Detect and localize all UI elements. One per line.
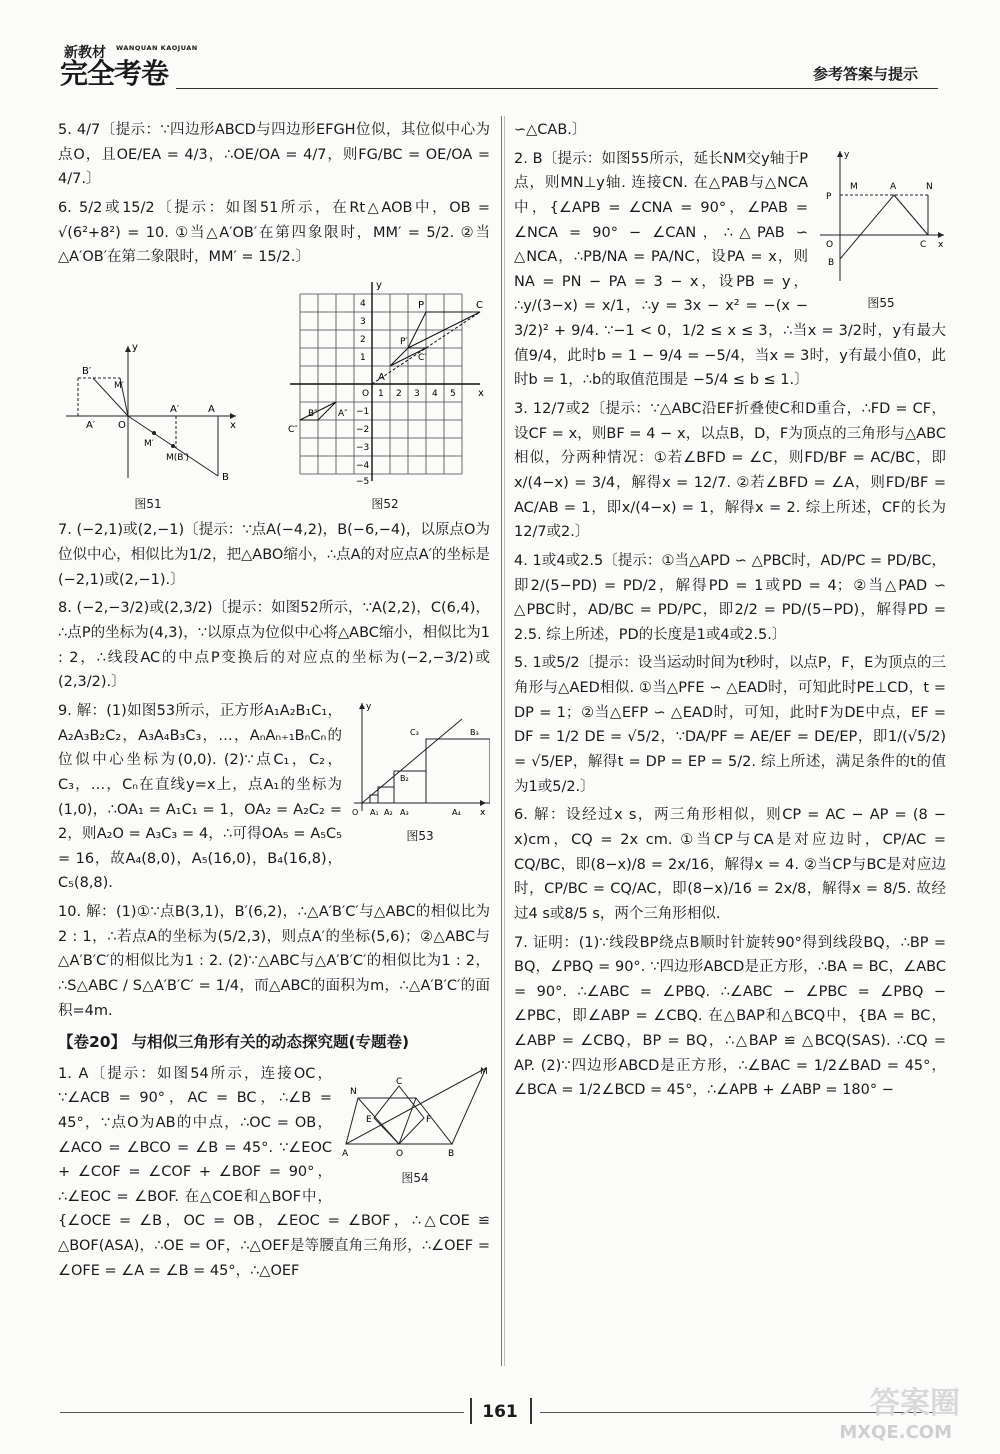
answer-6-right: 6. 解：设经过x s，两三角形相似，则CP = AC − AP = (8 − x)cm，CQ = 2x cm. ①当CP与CA是对应边时，CP/AC = CQ/BC，即(8−x)/8 = 2x/16，解得x = 4. ②当CP与BC是对应边时，CP/BC = CQ/AC，即(8−x)/16 = 2x/8，解得x = 8/5. 故经过4 s或8/5 s，两个三角形相似. bbox=[514, 807, 946, 922]
svg-text:2: 2 bbox=[360, 334, 366, 345]
section-heading: 参考答案与提示 bbox=[812, 65, 918, 83]
svg-text:1: 1 bbox=[360, 352, 366, 363]
svg-text:B: B bbox=[222, 471, 229, 483]
page-number: 161 bbox=[482, 1402, 518, 1422]
svg-text:A₃: A₃ bbox=[400, 807, 409, 817]
svg-text:A: A bbox=[342, 1148, 349, 1159]
svg-text:M′: M′ bbox=[144, 438, 154, 449]
svg-text:A′: A′ bbox=[170, 403, 180, 415]
left-column bbox=[58, 118, 490, 1358]
column-divider-secondary bbox=[504, 116, 505, 1366]
figure-54 bbox=[340, 1062, 490, 1187]
svg-text:P′: P′ bbox=[400, 336, 408, 347]
svg-text:B: B bbox=[448, 1148, 455, 1159]
svg-text:x: x bbox=[478, 387, 484, 399]
svg-text:A: A bbox=[378, 371, 385, 383]
svg-text:−1: −1 bbox=[356, 406, 370, 417]
svg-text:1: 1 bbox=[378, 388, 384, 399]
answer-5: 5. 4/7〔提示：∵四边形ABCD与四边形EFGH位似，其位似中心为点O，且OE/EA = 4/3，∴OE/OA = 4/7，则FG/BC = OE/OA = 4/7.〕 bbox=[58, 122, 490, 188]
svg-text:M: M bbox=[480, 1066, 488, 1077]
svg-text:4: 4 bbox=[432, 388, 438, 399]
svg-text:A₁: A₁ bbox=[370, 807, 379, 817]
section-title: 【卷20】 与相似三角形有关的动态探究题(专题卷) bbox=[58, 1033, 410, 1052]
answer-5-right: 5. 1或5/2〔提示：设当运动时间为t秒时，以点P，F，E为顶点的三角形与△AED相似. ①当△PFE ∽ △EAD时，可知此时PE⊥CD，t = DP = 1；②当△EFP ∽ △EAD时，可知，此时F为DE中点，EF = DF = 1/2 DE = √5/2，∵DA/PF = AE/EF = DE/EP，即1/(√5/2) = √5/EP，解得t = DP = EP = 5/2. 综上所述，满足条件的t的值为1或5/2.〕 bbox=[514, 655, 946, 795]
svg-text:y: y bbox=[844, 149, 850, 160]
svg-text:C: C bbox=[476, 299, 483, 311]
svg-text:−5: −5 bbox=[356, 476, 370, 487]
answer-7: 7. (−2,1)或(2,−1)〔提示：∵点A(−4,2)，B(−6,−4)，以原点O为位似中心，相似比为1/2，把△ABO缩小，∴点A的对应点A′的坐标是(−2,1)或(2,−1).〕 bbox=[58, 522, 490, 588]
svg-text:C₃: C₃ bbox=[410, 727, 419, 737]
figure-53-caption: 图53 bbox=[406, 828, 434, 843]
svg-text:x: x bbox=[480, 807, 486, 818]
figure-52-caption: 图52 bbox=[371, 497, 399, 512]
svg-text:4: 4 bbox=[360, 298, 366, 309]
brand-english: WANQUAN KAOJUAN bbox=[116, 44, 198, 52]
svg-text:B′: B′ bbox=[82, 365, 92, 377]
svg-text:B: B bbox=[828, 257, 835, 268]
answer-9: 9. 解：(1)如图53所示，正方形A₁A₂B₁C₁，A₂A₃B₂C₂，A₃A₄B₃C₃，…，AₙAₙ₊₁BₙCₙ的位似中心坐标为(0,0). (2)∵点C₁，C₂，C₃，…，Cₙ在直线y=x上，点A₁的坐标为(1,0)，∴OA₁ = A₁C₁ = 1，OA₂ = A₂C₂ = 2，则A₂O = A₃C₃ = 4，∴可得OA₅ = A₅C₅ = 16，故A₄(8,0)，A₅(16,0)，B₄(16,8)，C₅(8,8). bbox=[58, 702, 342, 892]
svg-text:y: y bbox=[376, 279, 382, 291]
svg-text:A₂: A₂ bbox=[384, 807, 393, 817]
svg-text:A₄: A₄ bbox=[452, 807, 461, 817]
svg-text:O: O bbox=[118, 419, 126, 431]
figure-53-graphic bbox=[350, 699, 490, 819]
figure-row-51-52 bbox=[58, 276, 490, 513]
svg-text:2: 2 bbox=[396, 388, 402, 399]
svg-text:5: 5 bbox=[450, 388, 456, 399]
svg-text:F: F bbox=[426, 1114, 432, 1125]
answer-4: 4. 1或4或2.5〔提示：①当△APD ∽ △PBC时，AD/PC = PD/BC，即2/(5−PD) = PD/2，解得PD = 1或PD = 4；②当△PAD ∽ △PBC时，AD/BC = PD/PC，即2/2 = PD/(5−PD)，解得PD = 2.5. 综上所述，PD的长度是1或4或2.5.〕 bbox=[514, 552, 946, 643]
svg-text:x: x bbox=[938, 239, 944, 250]
svg-text:A″: A″ bbox=[338, 408, 348, 419]
svg-text:O: O bbox=[826, 239, 834, 250]
watermark-url: MXQE.COM bbox=[839, 1422, 952, 1443]
answer-10: 10. 解：(1)①∵点B(3,1)，B′(6,2)，∴△A′B′C′与△ABC的相似比为2 : 1，∴若点A的坐标为(5/2,3)，则点A′的坐标(5,6)；②△ABC与△A′B′C′的相似比为1 : 2. (2)∵△ABC与△A′B′C′的相似比为1 : 2，∴S△ABC / S△A′B′C′ = 1/4，而△ABC的面积为m，∴△A′B′C′的面积=4m. bbox=[58, 904, 490, 1019]
footer-rule-left bbox=[60, 1412, 464, 1413]
figure-52 bbox=[280, 276, 490, 513]
figure-54-graphic bbox=[340, 1062, 490, 1162]
answer-2: 2. B〔提示：如图55所示，延长NM交y轴于P点，则MN⊥y轴. 连接CN. 在△PAB与△NCA中，{∠APB = ∠CNA = 90°，∠PAB = ∠NCA = 90° − ∠CAN，∴△PAB ∽ △NCA，∴PB/NA = PA/NC，设PA = x，则NA = PN − PA = 3 − x，设PB = y，∴y/(3−x) = x/1，∴y = 3x − x² = −(x − 3/2)² + 9/4. ∵−1 < 0，1/2 ≤ x ≤ 3，∴当x = 3/2时，y有最大值9/4，此时b = 1 − 9/4 = −5/4，当x = 3时，y有最小值0，此时b = 1，∴b的取值范围是 −5/4 ≤ b ≤ 1.〕 bbox=[514, 150, 946, 389]
svg-text:P: P bbox=[826, 191, 832, 202]
svg-text:A: A bbox=[208, 403, 215, 415]
svg-text:M′: M′ bbox=[114, 380, 124, 391]
figure-55 bbox=[816, 147, 946, 312]
svg-text:−4: −4 bbox=[356, 460, 370, 471]
answer-7-right: 7. 证明：(1)∵线段BP绕点B顺时针旋转90°得到线段BQ，∴BP = BQ，∠PBQ = 90°. ∵四边形ABCD是正方形，∴BA = BC，∠ABC = 90°. ∴∠ABC = ∠PBQ. ∴∠ABC − ∠PBC = ∠PBQ − ∠PBC，即∠ABP = ∠CBQ. 在△BAP和△BCQ中，{BA = BC，∠ABP = ∠CBQ，BP = BQ，∴△BAP ≌ △BCQ(SAS). ∴CQ = AP. (2)∵四边形ABCD是正方形，∴∠BAC = 1/2∠BAD = 45°，∠BCA = 1/2∠BCD = 45°，∴∠APB + ∠ABP = 180° − bbox=[514, 934, 946, 1099]
svg-text:O: O bbox=[362, 388, 370, 399]
figure-55-caption: 图55 bbox=[867, 296, 895, 311]
figure-55-graphic bbox=[816, 147, 946, 287]
header-rule bbox=[176, 88, 938, 89]
svg-text:E: E bbox=[366, 1114, 372, 1125]
svg-text:N: N bbox=[350, 1086, 357, 1097]
answer-1-continued: ∽△CAB.〕 bbox=[514, 122, 587, 138]
figure-51 bbox=[58, 338, 238, 513]
figure-51-caption: 图51 bbox=[134, 497, 162, 512]
svg-text:C: C bbox=[920, 239, 927, 250]
answer-6: 6. 5/2或15/2〔提示：如图51所示，在Rt△AOB中，OB = √(6²+8²) = 10. ①当△A′OB′在第四象限时，MM′ = 5/2. ②当△A′OB′在第二象限时，MM′ = 15/2.〕 bbox=[58, 199, 490, 266]
figure-51-graphic bbox=[58, 338, 238, 488]
svg-text:O: O bbox=[352, 807, 359, 817]
svg-text:3: 3 bbox=[360, 316, 366, 327]
svg-text:M(B′): M(B′) bbox=[166, 452, 190, 463]
svg-text:B″: B″ bbox=[308, 408, 318, 419]
svg-text:P: P bbox=[418, 299, 425, 311]
svg-text:O: O bbox=[396, 1148, 404, 1159]
page-header bbox=[58, 40, 938, 96]
column-divider bbox=[501, 116, 502, 1366]
svg-text:y: y bbox=[132, 341, 138, 353]
svg-text:y: y bbox=[366, 701, 372, 712]
answer-3: 3. 12/7或2〔提示：∵△ABC沿EF折叠使C和D重合，∴FD = CF，设CF = x，则BF = 4 − x，以点B，D，F为顶点的三角形与△ABC相似，分两种情况：①若∠BFD = ∠C，则FD/BF = AC/BC，即x/(4−x) = 3/4，解得x = 12/7. ②若∠BFD = ∠A，则FD/BF = AC/AB = 1，即x/(4−x) = 1，解得x = 2. 综上所述，CF的长为12/7或2.〕 bbox=[514, 401, 946, 541]
answer-8: 8. (−2,−3/2)或(2,3/2)〔提示：如图52所示，∵A(2,2)，C(6,4)，∴点P的坐标为(4,3)，∵以原点为位似中心将△ABC缩小，相似比为1 : 2，∴线段AC的中点P变换后的对应点的坐标为(−2,−3/2)或(2,3/2).〕 bbox=[58, 600, 490, 691]
answer-1: 1. A〔提示：如图54所示，连接OC，∵∠ACB = 90°，AC = BC，∴∠B = 45°，∵点O为AB的中点，∴OC = OB，∠ACO = ∠BCO = ∠B = 45°. ∵∠EOC + ∠COF = ∠COF + ∠BOF = 90°，∴∠EOC = ∠BOF. 在△COE和△BOF中，{∠OCE = ∠B，OC = OB，∠EOC = ∠BOF，∴△COE ≌ △BOF(ASA)，∴OE = OF，∴△OEF是等腰直角三角形，∴∠OEF = ∠OFE = ∠A = ∠B = 45°，∴△OEF bbox=[58, 1065, 490, 1279]
svg-text:A′: A′ bbox=[86, 419, 96, 431]
figure-54-caption: 图54 bbox=[401, 1171, 429, 1186]
svg-text:C″: C″ bbox=[288, 424, 298, 435]
svg-text:C: C bbox=[396, 1076, 403, 1087]
svg-text:B₂: B₂ bbox=[400, 773, 409, 783]
svg-text:M: M bbox=[850, 181, 858, 192]
brand-logo-title: 完全考卷 bbox=[60, 57, 169, 90]
watermark-logo: 答案圈 bbox=[870, 1386, 960, 1421]
svg-text:x: x bbox=[230, 419, 236, 431]
svg-text:−2: −2 bbox=[356, 424, 370, 435]
svg-text:N: N bbox=[926, 181, 933, 192]
page-number-bar-right bbox=[530, 1398, 532, 1424]
svg-text:A: A bbox=[890, 181, 897, 192]
figure-53 bbox=[350, 699, 490, 844]
figure-52-graphic bbox=[280, 276, 490, 488]
svg-text:B₃: B₃ bbox=[470, 727, 479, 737]
svg-text:−3: −3 bbox=[356, 442, 370, 453]
right-column bbox=[514, 118, 946, 1358]
svg-text:C′: C′ bbox=[418, 352, 427, 363]
brand-small-title: 新教材 bbox=[64, 45, 106, 61]
svg-text:3: 3 bbox=[414, 388, 420, 399]
